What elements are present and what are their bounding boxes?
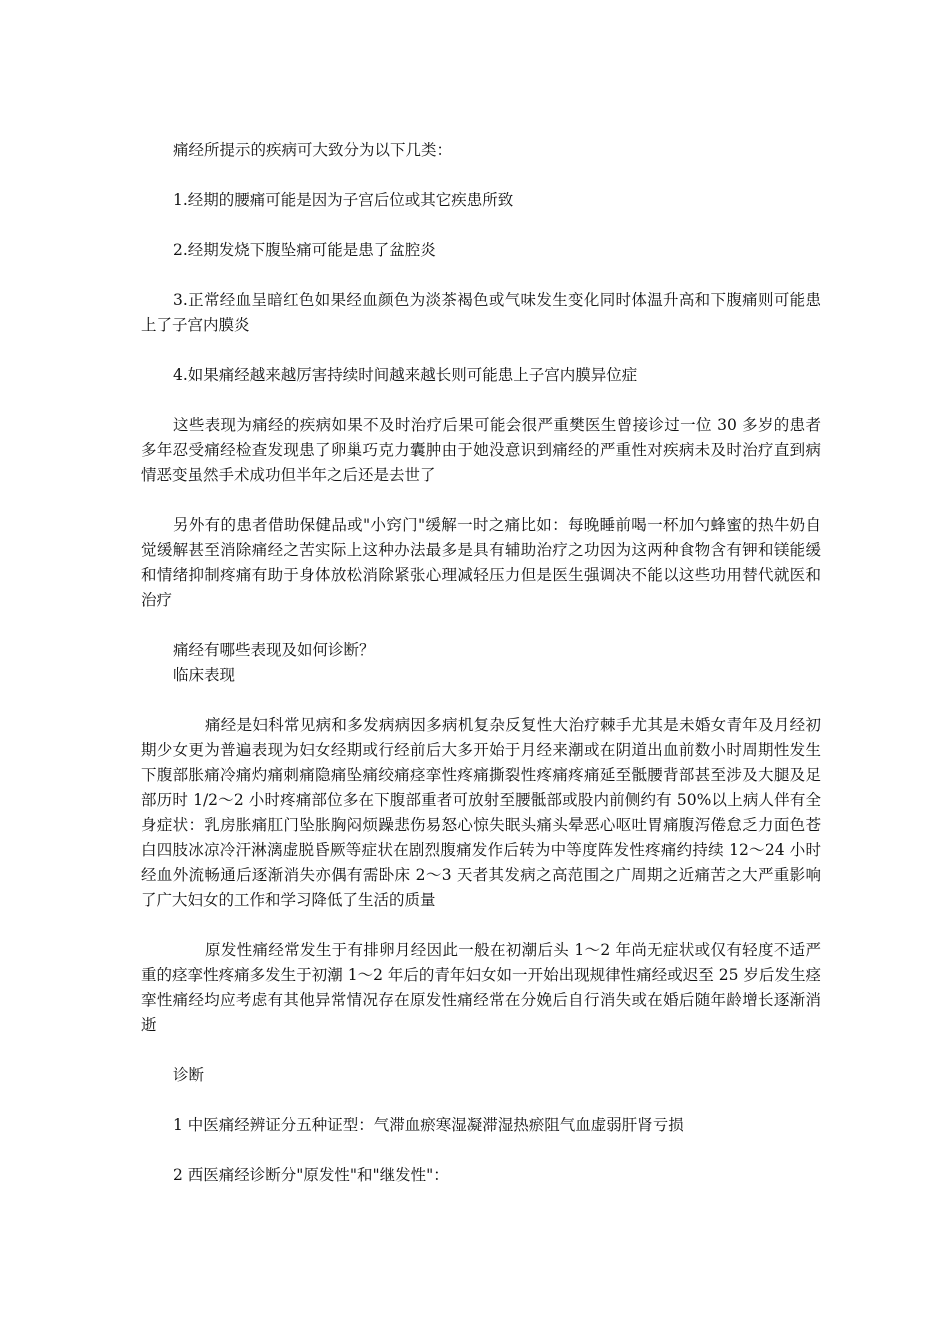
question-heading: 痛经有哪些表现及如何诊断？	[173, 641, 375, 659]
list-item: 1.经期的腰痛可能是因为子宫后位或其它疾患所致	[173, 191, 514, 209]
intro-paragraph: 痛经所提示的疾病可大致分为以下几类：	[173, 141, 453, 159]
list-item: 4.如果痛经越来越厉害持续时间越来越长则可能患上子宫内膜异位症	[173, 366, 638, 384]
diagnosis-item: 1 中医痛经辨证分五种证型：气滞血瘀寒湿凝滞湿热瘀阻气血虚弱肝肾亏损	[173, 1116, 684, 1134]
danger-paragraph: 这些表现为痛经的疾病如果不及时治疗后果可能会很严重樊医生曾接诊过一位 30 多岁的患者多年忍受痛经检查发现患了卵巢巧克力囊肿由于她没意识到痛经的严重性对疾病未及时治疗直到病情恶变虽然手术成功但半年之后还是去世了	[141, 416, 821, 484]
primary-paragraph: 原发性痛经常发生于有排卵月经因此一般在初潮后头 1～2 年尚无症状或仅有轻度不适严重的痉挛性疼痛多发生于初潮 1～2 年后的青年妇女如一开始出现规律性痛经或迟至 25 岁后发生痉挛性痛经均应考虑有其他异常情况存在原发性痛经常在分娩后自行消失或在婚后随年龄增长逐渐消逝	[141, 941, 821, 1034]
list-item: 2.经期发烧下腹坠痛可能是患了盆腔炎	[173, 241, 436, 259]
list-item: 3.正常经血呈暗红色如果经血颜色为淡茶褐色或气味发生变化同时体温升高和下腹痛则可能患上了子宫内膜炎	[141, 291, 821, 334]
diagnosis-heading: 诊断	[173, 1066, 205, 1084]
document-body	[141, 138, 821, 1188]
remedy-paragraph: 另外有的患者借助保健品或"小窍门"缓解一时之痛比如：每晚睡前喝一杯加勺蜂蜜的热牛奶自觉缓解甚至消除痛经之苦实际上这种办法最多是具有辅助治疗之功因为这两种食物含有钾和镁能缓和情绪抑制疼痛有助于身体放松消除紧张心理减轻压力但是医生强调决不能以这些功用替代就医和治疗	[141, 516, 821, 609]
diagnosis-item: 2 西医痛经诊断分"原发性"和"继发性"：	[173, 1166, 449, 1184]
clinical-paragraph: 痛经是妇科常见病和多发病病因多病机复杂反复性大治疗棘手尤其是未婚女青年及月经初期少女更为普遍表现为妇女经期或行经前后大多开始于月经来潮或在阴道出血前数小时周期性发生下腹部胀痛冷痛灼痛刺痛隐痛坠痛绞痛痉挛性疼痛撕裂性疼痛疼痛延至骶腰背部甚至涉及大腿及足部历时 1/2～2 小时疼痛部位多在下腹部重者可放射至腰骶部或股内前侧约有 50%以上病人伴有全身症状：乳房胀痛肛门坠胀胸闷烦躁悲伤易怒心惊失眠头痛头晕恶心呕吐胃痛腹泻倦怠乏力面色苍白四肢冰凉冷汗淋漓虚脱昏厥等症状在剧烈腹痛发作后转为中等度阵发性疼痛约持续 12～24 小时经血外流畅通后逐渐消失亦偶有需卧床 2～3 天者其发病之高范围之广周期之近痛苦之大严重影响了广大妇女的工作和学习降低了生活的质量	[141, 716, 821, 909]
clinical-heading: 临床表现	[173, 666, 236, 684]
